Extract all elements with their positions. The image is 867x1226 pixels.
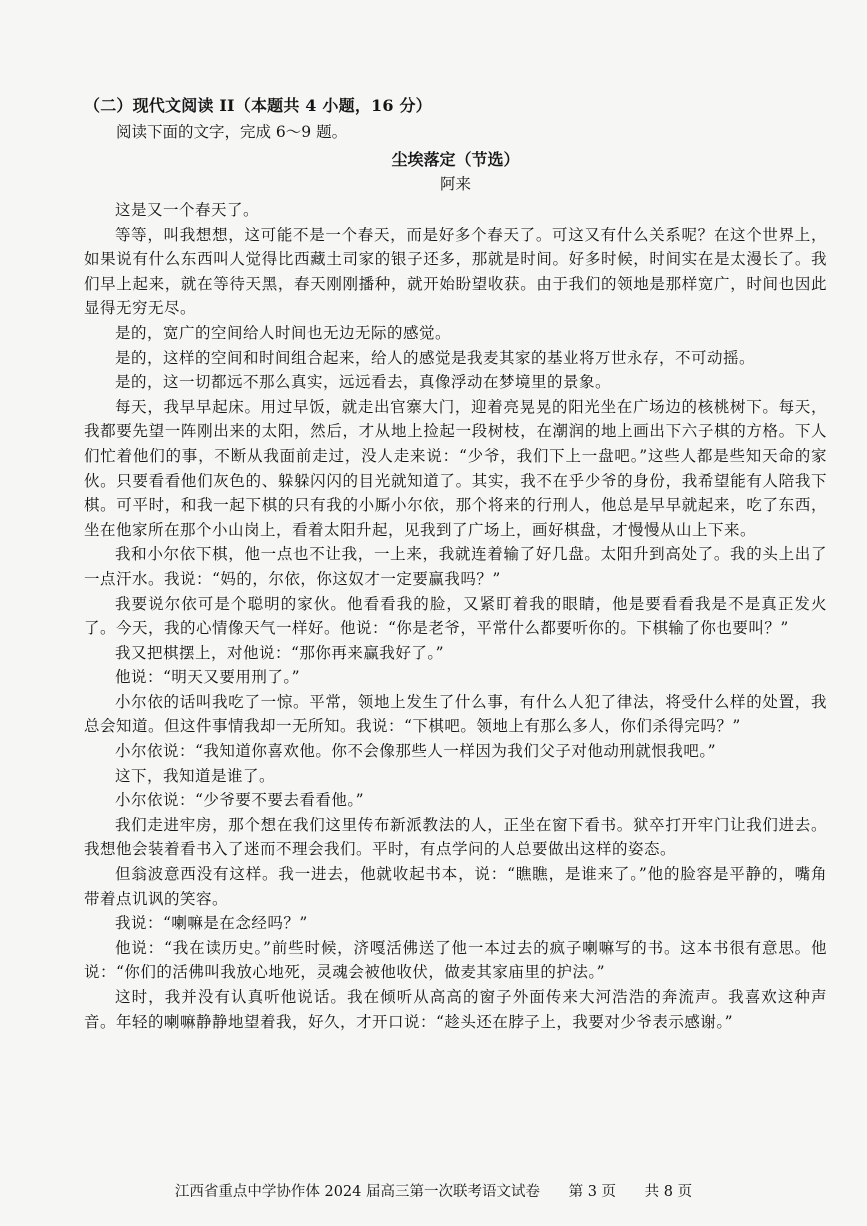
exam-name: 江西省重点中学协作体 2024 届高三第一次联考语文试卷 [174, 1184, 540, 1200]
page-footer [0, 1180, 867, 1201]
page-number: 第 3 页 [568, 1184, 617, 1200]
paragraph: 他说：“明天又要用刑了。” [115, 668, 301, 687]
paragraph: 我和小尔依下棋，他一点也不让我，一上来，我就连着输了好几盘。太阳升到高处了。我的头上出了一点汗水。我说：“妈的，尔依，你这奴才一定要赢我吗？” [84, 545, 827, 588]
section-title: （二）现代文阅读 II（本题共 4 小题，16 分） [84, 96, 432, 115]
paragraph: 是的，宽广的空间给人时间也无边无际的感觉。 [115, 323, 452, 342]
article-title: 尘埃落定（节选） [391, 150, 520, 169]
paragraph: 我又把棋摆上，对他说：“那你再来赢我好了。” [115, 643, 445, 662]
instruction: 阅读下面的文字，完成 6～9 题。 [116, 123, 348, 141]
paragraph: 小尔依的话叫我吃了一惊。平常，领地上发生了什么事，有什么人犯了律法，将受什么样的处置，我总会知道。但这件事情我却一无所知。我说：“下棋吧。领地上有那么多人，你们杀得完吗？” [84, 692, 827, 736]
author: 阿来 [439, 175, 471, 193]
page-total: 共 8 页 [644, 1184, 693, 1200]
paragraph: 这是又一个春天了。 [115, 201, 260, 219]
paragraph: 这时，我并没有认真听他说话。我在倾听从高高的窗子外面传来大河浩浩的奔流声。我喜欢这种声音。年轻的喇嘛静静地望着我，好久，才开口说：“趁头还在脖子上，我要对少爷表示感谢。” [84, 988, 827, 1031]
paragraph: 小尔依说：“少爷要不要去看看他。” [115, 791, 365, 810]
paragraph: 这下，我知道是谁了。 [115, 766, 276, 785]
paragraph: 但翁波意西没有这样。我一进去，他就收起书本，说：“瞧瞧，是谁来了。”他的脸容是平静的，嘴角带着点讥讽的笑容。 [84, 865, 827, 908]
paragraph: 是的，这样的空间和时间组合起来，给人的感觉是我麦其家的基业将万世永存，不可动摇。 [115, 348, 756, 367]
paragraph: 每天，我早早起床。用过早饭，就走出官寨大门，迎着亮晃晃的阳光坐在广场边的核桃树下。每天，我都要先望一阵刚出来的太阳，然后，才从地上捡起一段树枝，在潮润的地上画出下六子棋的方格。下人们忙着他们的事，不断从我面前走过，没人走来说：“少爷，我们下上一盘吧。”这些人都是些知天命的家伙。只要看看他们灰色的、躲躲闪闪的目光就知道了。其实，我不在乎少爷的身份，我希望能有人陪我下棋。可平时，和我一起下棋的只有我的小厮小尔依，那个将来的行刑人，他总是早早就起来，吃了东西，坐在他家所在那个小山岗上，看着太阳升起，见我到了广场上，画好棋盘，才慢慢从山上下来。 [84, 397, 827, 539]
paragraph: 我要说尔依可是个聪明的家伙。他看看我的脸，又紧盯着我的眼睛，他是要看看我是不是真正发火了。今天，我的心情像天气一样好。他说：“你是老爷，平常什么都要听你的。下棋输了你也要叫？” [84, 594, 827, 638]
paragraph: 我说：“喇嘛是在念经吗？” [115, 914, 308, 933]
paragraph: 是的，这一切都远不那么真实，远远看去，真像浮动在梦境里的景象。 [115, 373, 612, 392]
paragraph: 等等，叫我想想，这可能不是一个春天，而是好多个春天了。可这又有什么关系呢？在这个世界上，如果说有什么东西叫人觉得比西藏土司家的银子还多，那就是时间。好多时候，时间实在是太漫长了。我们早上起来，就在等待天黑，春天刚刚播种，就开始盼望收获。由于我们的领地是那样宽广，时间也因此显得无穷无尽。 [84, 225, 827, 318]
paragraph: 他说：“我在读历史。”前些时候，济嘎活佛送了他一本过去的疯子喇嘛写的书。这本书很有意思。他说：“你们的活佛叫我放心地死，灵魂会被他收伏，做麦其家庙里的护法。” [84, 938, 827, 982]
paragraph: 小尔依说：“我知道你喜欢他。你不会像那些人一样因为我们父子对他动刑就恨我吧。” [115, 742, 717, 761]
article-body [84, 198, 827, 1034]
paragraph: 我们走进牢房，那个想在我们这里传布新派教法的人，正坐在窗下看书。狱卒打开牢门让我们进去。我想他会装着看书入了迷而不理会我们。平时，有点学问的人总要做出这样的姿态。 [84, 815, 827, 859]
